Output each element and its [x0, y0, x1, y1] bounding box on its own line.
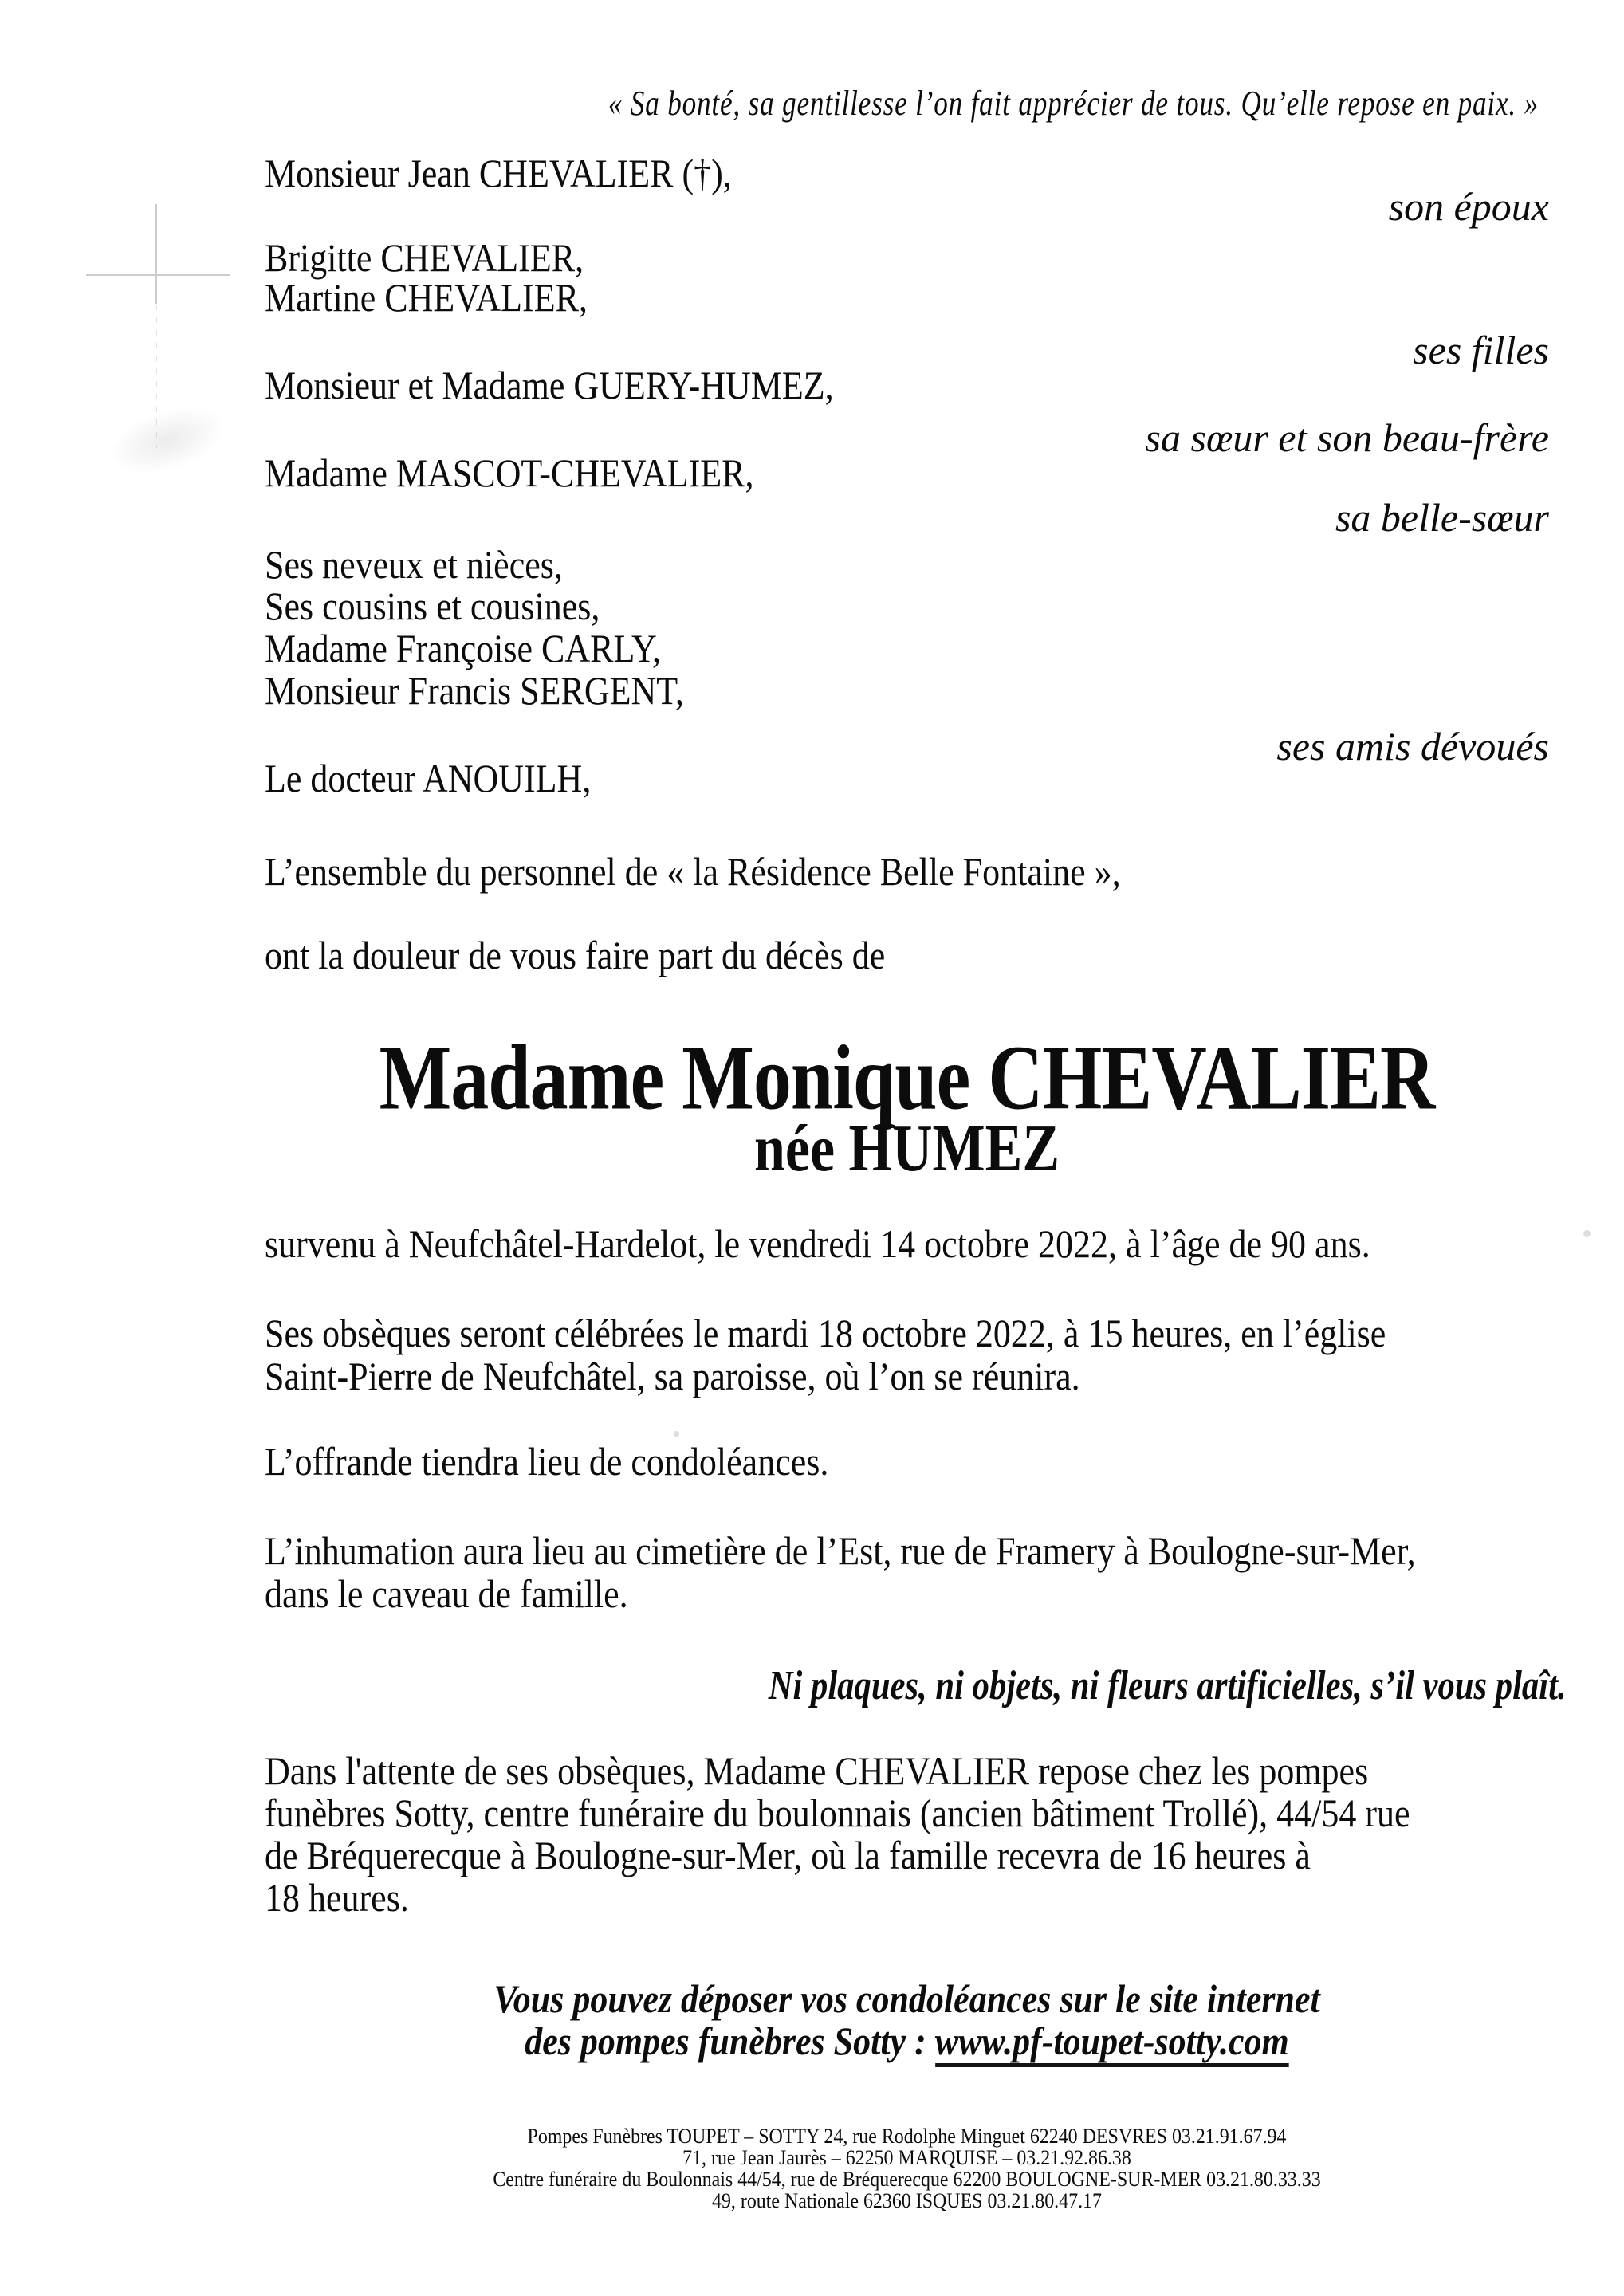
no-flowers-request: Ni plaques, ni objets, ni fleurs artificielles, s’il vous plaît. — [769, 1663, 1567, 1708]
footer-address-line-1: Pompes Funèbres TOUPET – SOTTY 24, rue Rodolphe Minguet 62240 DESVRES 03.21.91.67.94 — [527, 2125, 1287, 2148]
repose-line-3: de Bréquerecque à Boulogne-sur-Mer, où la famille recevra de 16 heures à — [265, 1833, 1311, 1877]
deceased-maiden-name: née HUMEZ — [753, 1111, 1060, 1185]
relation-sister-in-law: sa belle-sœur — [1335, 495, 1549, 540]
burial-line-2: dans le caveau de famille. — [265, 1571, 628, 1616]
epitaph-quote: « Sa bonté, sa gentillesse l’on fait apprécier de tous. Qu’elle repose en paix. » — [608, 84, 1539, 123]
scan-smudge-mark — [101, 394, 234, 488]
website-link: www.pf-toupet-sotty.com — [935, 2019, 1289, 2067]
relation-sister-and-brother-in-law: sa sœur et son beau-frère — [1145, 415, 1549, 460]
repose-line-4: 18 heures. — [265, 1875, 409, 1920]
condolences-line-1: Vous pouvez déposer vos condoléances sur le site internet — [493, 1976, 1320, 2021]
mourner-sister-couple: Monsieur et Madame GUERY-HUMEZ, — [265, 363, 834, 407]
relation-daughters: ses filles — [1413, 328, 1549, 372]
mourner-friend-sergent: Monsieur Francis SERGENT, — [265, 668, 684, 713]
mourner-friend-carly: Madame Françoise CARLY, — [265, 626, 662, 670]
online-condolences-invite — [340, 1978, 1473, 2062]
scan-speck-mark — [674, 1431, 679, 1437]
death-details: survenu à Neufchâtel-Hardelot, le vendredi 14 octobre 2022, à l’âge de 90 ans. — [265, 1221, 1370, 1266]
mourner-nephews-nieces: Ses neveux et nièces, — [265, 542, 563, 587]
relation-husband: son époux — [1388, 184, 1549, 229]
scan-speck-mark — [1583, 1230, 1591, 1237]
registration-cross-vertical-mark — [155, 204, 157, 304]
mourner-daughter-1: Brigitte CHEVALIER, — [265, 235, 584, 280]
repose-details — [265, 1750, 1410, 1919]
footer-address-line-4: 49, route Nationale 62360 ISQUES 03.21.80.47.17 — [711, 2189, 1102, 2212]
condolences-line-2-prefix: des pompes funèbres Sotty : — [525, 2019, 935, 2063]
mourner-daughter-2: Martine CHEVALIER, — [265, 275, 588, 320]
ceremony-line-1: Ses obsèques seront célébrées le mardi 18 octobre 2022, à 15 heures, en l’église — [265, 1311, 1386, 1355]
footer-address-line-2: 71, rue Jean Jaurès – 62250 MARQUISE – 03.21.92.86.38 — [682, 2146, 1131, 2169]
burial-line-1: L’inhumation aura lieu au cimetière de l’Est, rue de Framery à Boulogne-sur-Mer, — [265, 1528, 1416, 1573]
condolences-line-2 — [340, 2020, 1473, 2062]
ceremony-line-2: Saint-Pierre de Neufchâtel, sa paroisse, où l’on se réunira. — [265, 1354, 1080, 1398]
offering-line: L’offrande tiendra lieu de condoléances. — [265, 1439, 829, 1484]
mourner-cousins: Ses cousins et cousines, — [265, 584, 600, 628]
burial-details — [265, 1529, 1416, 1615]
ceremony-details — [265, 1311, 1386, 1398]
mourner-sister-in-law: Madame MASCOT-CHEVALIER, — [265, 450, 754, 495]
mourner-doctor: Le docteur ANOUILH, — [265, 756, 592, 800]
announcement-line: ont la douleur de vous faire part du décès de — [265, 933, 886, 977]
mourner-husband: Monsieur Jean CHEVALIER (†), — [265, 151, 732, 195]
registration-cross-horizontal-mark — [86, 274, 230, 276]
repose-line-1: Dans l'attente de ses obsèques, Madame CHEVALIER repose chez les pompes — [265, 1748, 1369, 1793]
funeral-home-contact-footer — [315, 2125, 1500, 2211]
footer-address-line-3: Centre funéraire du Boulonnais 44/54, rue de Bréquerecque 62200 BOULOGNE-SUR-MER 03.21.80.33.33 — [493, 2168, 1321, 2191]
repose-line-2: funèbres Sotty, centre funéraire du boulonnais (ancien bâtiment Trollé), 44/54 rue — [265, 1791, 1410, 1835]
mourner-residence-staff: L’ensemble du personnel de « la Résidence Belle Fontaine », — [265, 849, 1121, 894]
deceased-name: Madame Monique CHEVALIER — [379, 1026, 1435, 1129]
relation-devoted-friends: ses amis dévoués — [1276, 724, 1549, 769]
